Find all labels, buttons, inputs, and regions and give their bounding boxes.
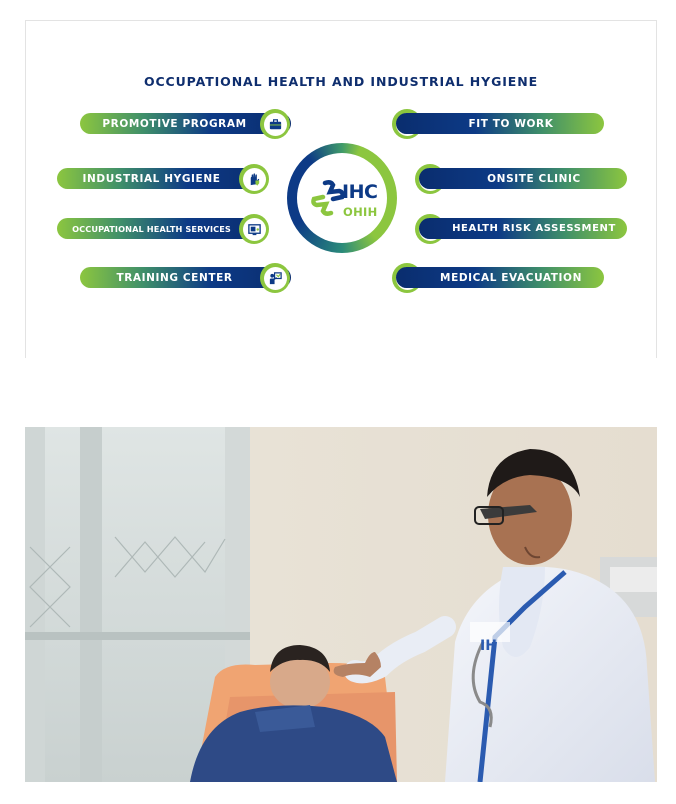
service-label: MEDICAL EVACUATION [440,271,582,284]
service-label: TRAINING CENTER [116,271,233,284]
service-label: FIT TO WORK [468,117,554,130]
service-label: OCCUPATIONAL HEALTH SERVICES [72,223,231,234]
service-onsite-clinic [419,168,627,189]
service-label: INDUSTRIAL HYGIENE [82,172,221,185]
service-fit-to-work [396,113,604,134]
logo-primary-text: IHC [342,181,378,203]
service-health-risk-assessment [419,218,627,239]
logo-secondary-text: OHIH [343,205,378,219]
briefcase-icon [260,109,290,139]
doctor-examining-worker-photo [25,427,657,782]
service-label: ONSITE CLINIC [487,172,581,185]
infographic-title: OCCUPATIONAL HEALTH AND INDUSTRIAL HYGIENE [143,74,539,89]
ihc-ohih-logo [287,143,397,253]
presenter-icon [260,263,290,293]
service-industrial-hygiene [57,168,268,189]
coat-badge-text: IH [480,638,497,654]
service-label: HEALTH RISK ASSESSMENT [452,223,616,234]
service-occupational-health-services [57,218,268,239]
monitor-icon [239,214,269,244]
service-infographic [25,20,657,358]
hand-shield-icon [239,164,269,194]
service-label: PROMOTIVE PROGRAM [102,117,247,130]
service-medical-evacuation [396,267,604,288]
